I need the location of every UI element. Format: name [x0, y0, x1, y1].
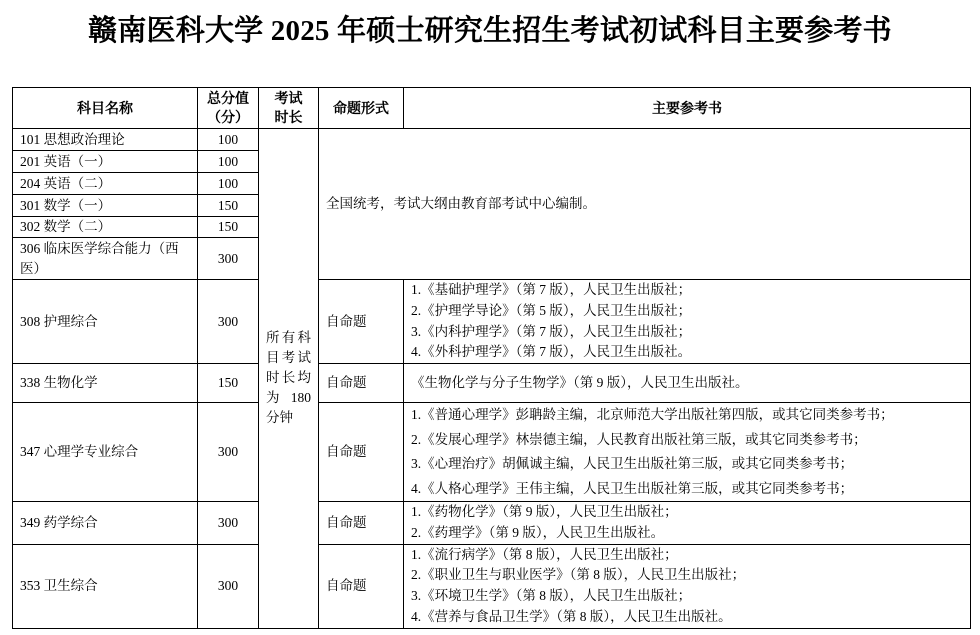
table-row	[13, 403, 971, 502]
table-row	[13, 544, 971, 628]
header-total-score	[198, 88, 259, 129]
subject-name-cell: 338 生物化学	[13, 364, 198, 403]
header-subject-name: 科目名称	[13, 88, 198, 129]
national-exam-note-cell: 全国统考，考试大纲由教育部考试中心编制。	[319, 129, 971, 280]
reference-book-item: 2.《药理学》（第 9 版），人民卫生出版社。	[411, 524, 665, 540]
reference-book-item: 1.《流行病学》（第 8 版），人民卫生出版社；	[411, 546, 678, 562]
question-format-cell: 自命题	[319, 280, 404, 364]
reference-book-item: 《生物化学与分子生物学》（第 9 版），人民卫生出版社。	[411, 374, 749, 390]
total-score-cell: 300	[198, 280, 259, 364]
reference-book-item: 1.《基础护理学》（第 7 版），人民卫生出版社；	[411, 282, 692, 297]
header-exam-duration-line-2: 时长	[274, 109, 303, 125]
table-row	[13, 129, 971, 151]
reference-books-cell	[404, 403, 971, 502]
total-score-cell: 150	[198, 364, 259, 403]
reference-book-item: 4.《人格心理学》王伟主编，人民卫生出版社第三版，或其它同类参考书；	[411, 480, 854, 496]
question-format-cell: 自命题	[319, 364, 404, 403]
subject-name-cell: 302 数学（二）	[13, 217, 198, 238]
total-score-cell: 150	[198, 217, 259, 238]
header-row	[13, 88, 971, 129]
reference-book-item: 4.《外科护理学》（第 7 版），人民卫生出版社。	[411, 344, 692, 360]
total-score-cell: 300	[198, 502, 259, 545]
total-score-cell: 150	[198, 195, 259, 217]
reference-book-item: 1.《普通心理学》彭聃龄主编，北京师范大学出版社第四版，或其它同类参考书；	[411, 407, 894, 422]
header-total-score-line-1: 总分值	[207, 90, 249, 106]
reference-books-cell	[404, 364, 971, 403]
reference-books-cell	[404, 280, 971, 364]
table-header	[13, 88, 971, 129]
table-row	[13, 364, 971, 403]
table-body	[13, 129, 971, 629]
reference-book-table	[12, 87, 971, 629]
subject-name-cell: 308 护理综合	[13, 280, 198, 364]
header-exam-duration-line-1: 考试	[274, 90, 303, 106]
reference-book-item: 3.《心理治疗》胡佩诚主编，人民卫生出版社第三版，或其它同类参考书；	[411, 456, 854, 471]
table-row	[13, 502, 971, 545]
question-format-cell: 自命题	[319, 502, 404, 545]
subject-name-cell: 349 药学综合	[13, 502, 198, 545]
subject-name-cell: 201 英语（一）	[13, 151, 198, 173]
total-score-cell: 300	[198, 403, 259, 502]
reference-books-cell	[404, 544, 971, 628]
header-exam-duration	[259, 88, 319, 129]
reference-book-item: 3.《内科护理学》（第 7 版），人民卫生出版社；	[411, 323, 692, 339]
page-title: 赣南医科大学 2025 年硕士研究生招生考试初试科目主要参考书	[88, 15, 892, 47]
header-total-score-line-2: （分）	[207, 109, 249, 125]
subject-name-cell: 301 数学（一）	[13, 195, 198, 217]
subject-name-cell: 204 英语（二）	[13, 173, 198, 195]
subject-name-cell: 306 临床医学综合能力（西医）	[13, 238, 198, 280]
total-score-cell: 100	[198, 151, 259, 173]
header-reference-books: 主要参考书	[404, 88, 971, 129]
header-question-format: 命题形式	[319, 88, 404, 129]
reference-book-item: 4.《营养与食品卫生学》（第 8 版），人民卫生出版社。	[411, 608, 732, 624]
reference-book-item: 2.《职业卫生与职业医学》（第 8 版），人民卫生出版社；	[411, 567, 746, 583]
exam-duration-cell: 所有科目考试时长均为 180 分钟	[259, 129, 319, 629]
question-format-cell: 自命题	[319, 403, 404, 502]
reference-books-cell	[404, 502, 971, 545]
total-score-cell: 100	[198, 173, 259, 195]
reference-book-item: 2.《护理学导论》（第 5 版），人民卫生出版社；	[411, 302, 692, 318]
table-row	[13, 280, 971, 364]
total-score-cell: 300	[198, 544, 259, 628]
reference-book-item: 2.《发展心理学》林崇德主编，人民教育出版社第三版，或其它同类参考书；	[411, 431, 867, 447]
reference-book-item: 1.《药物化学》（第 9 版），人民卫生出版社；	[411, 504, 678, 519]
subject-name-cell: 347 心理学专业综合	[13, 403, 198, 502]
total-score-cell: 100	[198, 129, 259, 151]
subject-name-cell: 353 卫生综合	[13, 544, 198, 628]
reference-book-item: 3.《环境卫生学》（第 8 版），人民卫生出版社；	[411, 588, 692, 603]
subject-name-cell: 101 思想政治理论	[13, 129, 198, 151]
total-score-cell: 300	[198, 238, 259, 280]
question-format-cell: 自命题	[319, 544, 404, 628]
